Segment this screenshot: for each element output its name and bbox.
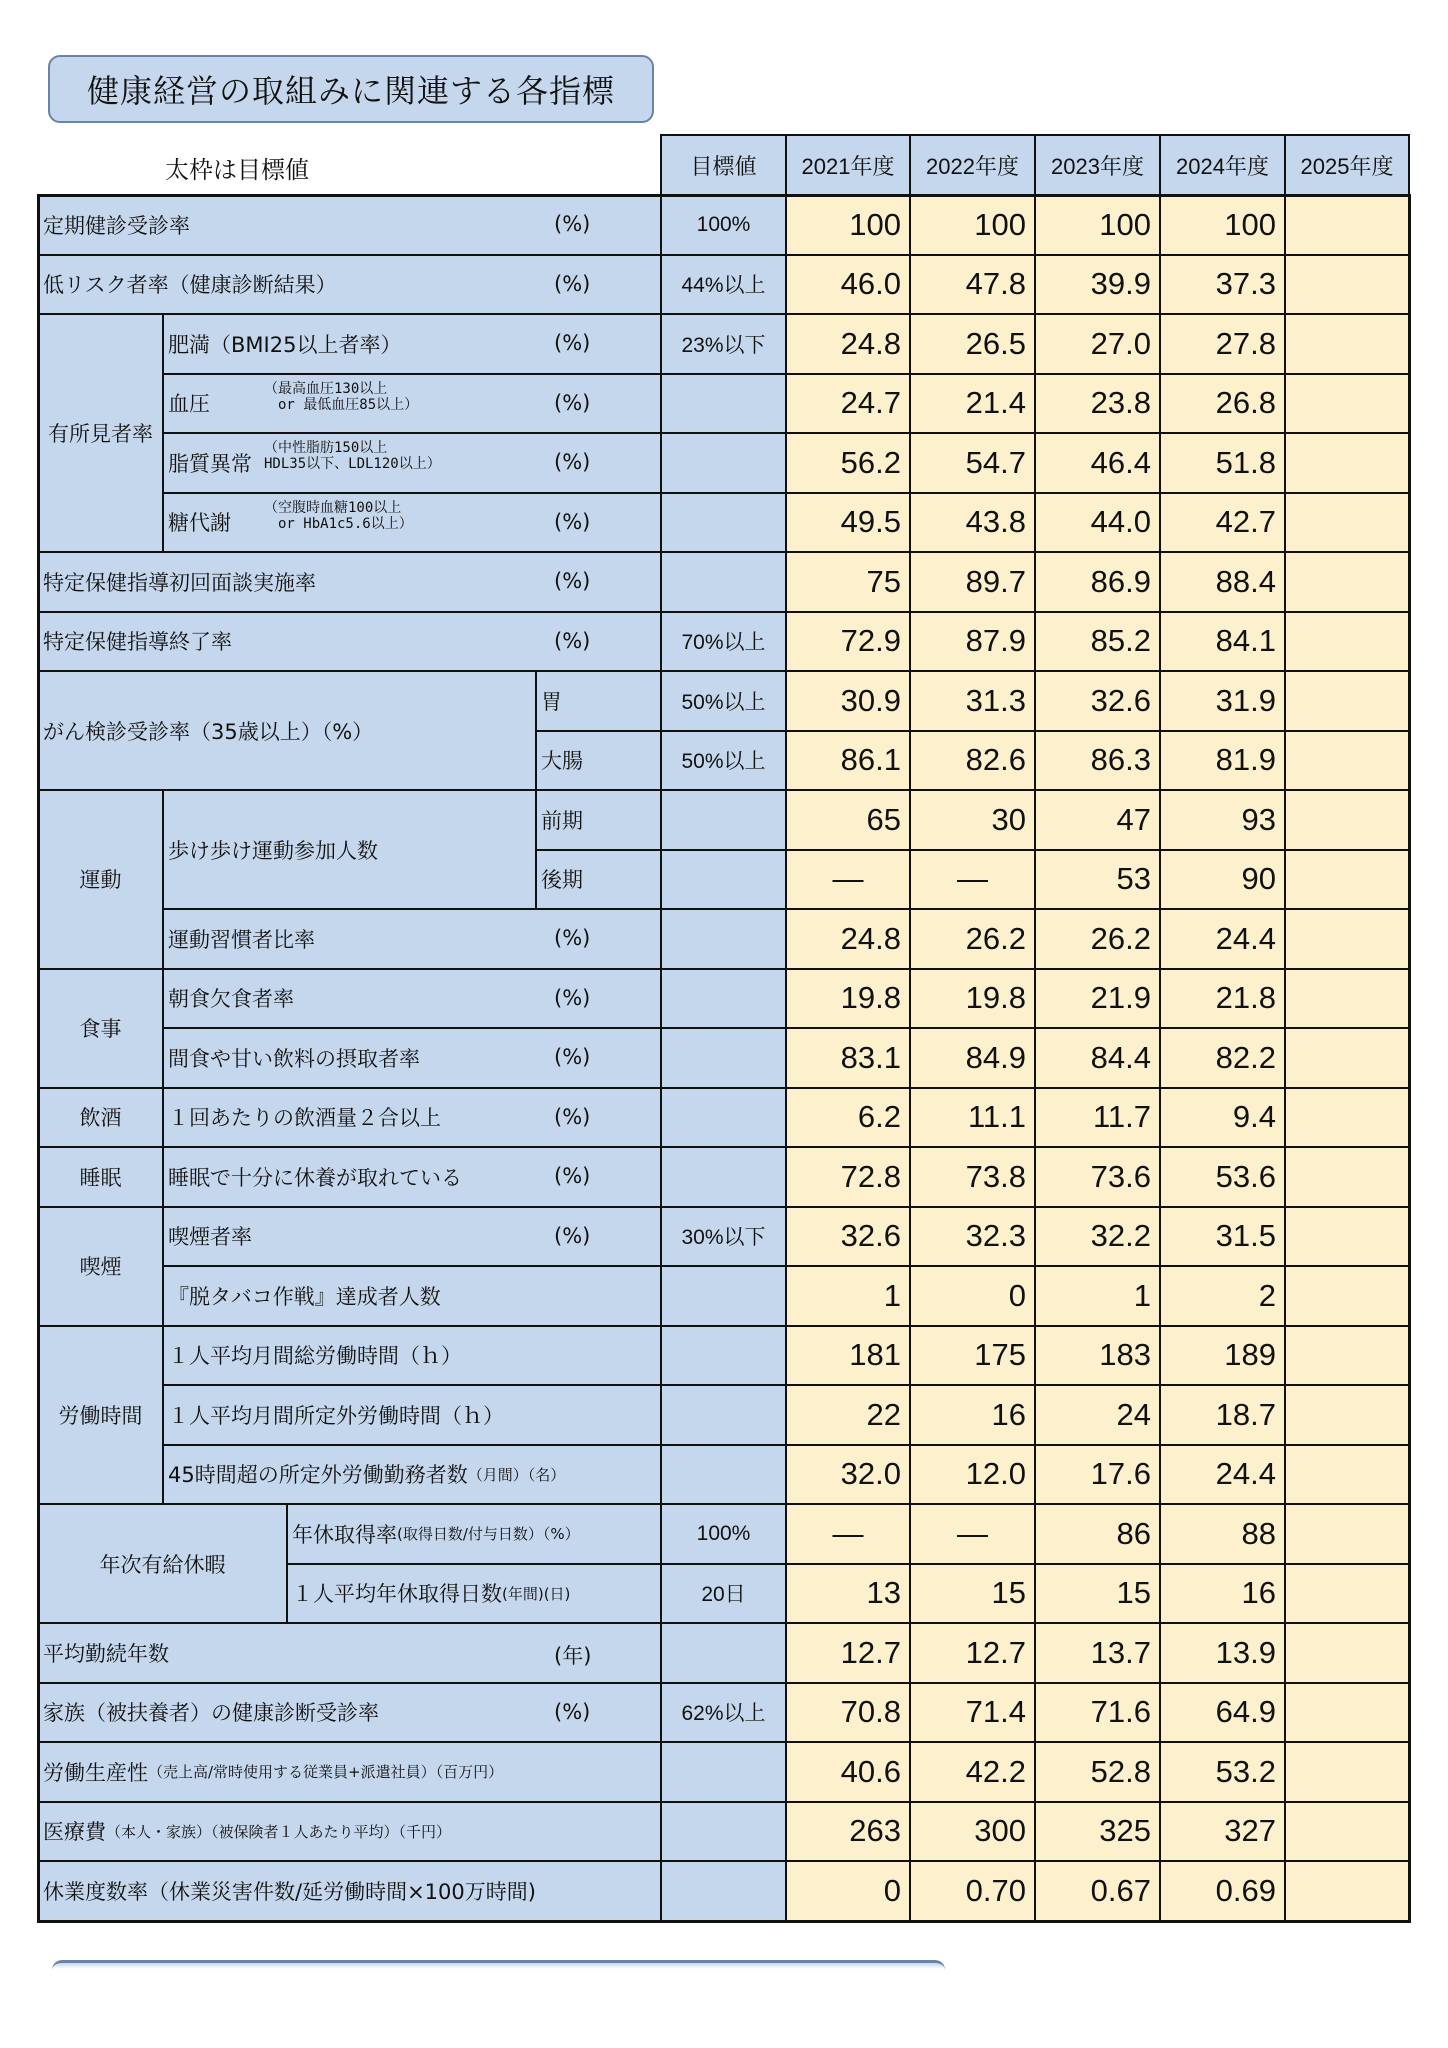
value-2023: 183 xyxy=(1034,1325,1161,1387)
value-2025 xyxy=(1284,313,1410,375)
value-2024: 31.9 xyxy=(1159,670,1286,732)
value-2025 xyxy=(1284,432,1410,494)
value-2021: 13 xyxy=(785,1563,911,1625)
row-label xyxy=(37,1801,662,1863)
value-2024: 9.4 xyxy=(1159,1087,1286,1149)
value-2022: 43.8 xyxy=(909,492,1036,554)
target-value xyxy=(660,1384,787,1446)
target-value xyxy=(660,551,787,613)
target-value xyxy=(660,373,787,435)
value-2023: 39.9 xyxy=(1034,254,1161,316)
value-2021: 30.9 xyxy=(785,670,911,732)
row-label-subtext: （売上高/常時使用する従業員+派遣社員）（百万円） xyxy=(148,1763,504,1782)
row-unit: (%) xyxy=(554,1699,591,1724)
value-2023: 52.8 xyxy=(1034,1741,1161,1803)
value-2021: 181 xyxy=(785,1325,911,1387)
value-2023: 325 xyxy=(1034,1801,1161,1863)
value-2022: 84.9 xyxy=(909,1027,1036,1089)
value-2021: 40.6 xyxy=(785,1741,911,1803)
row-label xyxy=(37,551,662,613)
value-2024: 26.8 xyxy=(1159,373,1286,435)
value-2022: 31.3 xyxy=(909,670,1036,732)
row-label xyxy=(162,968,662,1030)
note-line: HDL35以下、LDL120以上） xyxy=(264,456,441,472)
row-label-text: 家族（被扶養者）の健康診断受診率 xyxy=(43,1701,379,1726)
value-2022: 26.2 xyxy=(909,908,1036,970)
value-2023: 85.2 xyxy=(1034,611,1161,673)
row-label-text: 間食や甘い飲料の摂取者率 xyxy=(168,1046,420,1071)
header-year-2024: 2024年度 xyxy=(1159,134,1286,196)
target-value xyxy=(660,1860,787,1922)
row-label xyxy=(162,1146,662,1208)
target-value: 44%以上 xyxy=(660,254,787,316)
row-label-text: 脂質異常 xyxy=(168,451,252,476)
note-line: （空腹時血糖100以上 xyxy=(264,499,402,516)
row-label-text: 休業度数率（休業災害件数/延労働時間×100万時間) xyxy=(43,1879,536,1904)
value-2023: 86.9 xyxy=(1034,551,1161,613)
value-2022: 42.2 xyxy=(909,1741,1036,1803)
target-value: 70%以上 xyxy=(660,611,787,673)
group-diet: 食事 xyxy=(37,968,164,1089)
target-value xyxy=(660,1622,787,1684)
value-2025 xyxy=(1284,194,1410,256)
value-2022: 175 xyxy=(909,1325,1036,1387)
value-2024: 16 xyxy=(1159,1563,1286,1625)
row-unit: (%) xyxy=(554,271,591,296)
value-2021: — xyxy=(785,849,911,911)
row-label-text: 年休取得率 xyxy=(292,1522,397,1547)
value-2025 xyxy=(1284,1325,1410,1387)
target-value xyxy=(660,1325,787,1387)
value-2021: 100 xyxy=(785,194,911,256)
next-section-box xyxy=(52,1960,945,2003)
row-unit: (年) xyxy=(554,1644,592,1668)
value-2022: 19.8 xyxy=(909,968,1036,1030)
row-label xyxy=(37,1741,662,1803)
target-value xyxy=(660,1146,787,1208)
value-2024: 88.4 xyxy=(1159,551,1286,613)
row-label xyxy=(162,1384,662,1446)
row-unit: (%) xyxy=(554,509,591,534)
value-2025 xyxy=(1284,1444,1410,1506)
row-label xyxy=(37,194,662,256)
row-label-text: 喫煙者率 xyxy=(168,1225,252,1250)
note-line: （最高血圧130以上 xyxy=(264,380,388,397)
value-2025 xyxy=(1284,789,1410,851)
row-label-text: 『脱タバコ作戦』達成者人数 xyxy=(168,1284,441,1309)
value-2021: 46.0 xyxy=(785,254,911,316)
value-2023: 86 xyxy=(1034,1503,1161,1565)
group-drinking: 飲酒 xyxy=(37,1087,164,1149)
group-walking-participants: 歩け歩け運動参加人数 xyxy=(162,789,537,910)
row-unit: (%) xyxy=(554,985,591,1010)
value-2023: 24 xyxy=(1034,1384,1161,1446)
value-2024: 24.4 xyxy=(1159,908,1286,970)
row-unit: (%) xyxy=(554,450,591,474)
value-2025 xyxy=(1284,1801,1410,1863)
group-cancer-screening: がん検診受診率（35歳以上）（%） xyxy=(37,670,537,791)
value-2023: 23.8 xyxy=(1034,373,1161,435)
value-2024: 93 xyxy=(1159,789,1286,851)
value-2025 xyxy=(1284,1503,1410,1565)
value-2021: 72.9 xyxy=(785,611,911,673)
value-2025 xyxy=(1284,1860,1410,1922)
row-label-note xyxy=(264,440,441,472)
row-label-text: 医療費 xyxy=(43,1820,106,1845)
value-2021: — xyxy=(785,1503,911,1565)
value-2025 xyxy=(1284,1563,1410,1625)
value-2024: 64.9 xyxy=(1159,1682,1286,1744)
value-2025 xyxy=(1284,254,1410,316)
header-year-2025: 2025年度 xyxy=(1284,134,1410,196)
row-label-text: 血圧 xyxy=(168,392,210,417)
value-2024: 0.69 xyxy=(1159,1860,1286,1922)
value-2023: 15 xyxy=(1034,1563,1161,1625)
value-2024: 88 xyxy=(1159,1503,1286,1565)
row-label-subtext: (取得日数/付与日数）（%） xyxy=(397,1525,580,1544)
row-label-subtext: (年間)(日) xyxy=(502,1584,571,1603)
value-2022: 300 xyxy=(909,1801,1036,1863)
row-unit: (%) xyxy=(554,212,591,236)
row-label-text: 睡眠で十分に休養が取れている xyxy=(168,1165,462,1190)
value-2021: 263 xyxy=(785,1801,911,1863)
note-line: or 最低血圧85以上） xyxy=(264,396,419,413)
value-2022: 100 xyxy=(909,194,1036,256)
row-unit: (%) xyxy=(554,1104,591,1129)
note-line: or HbA1c5.6以上） xyxy=(264,515,413,532)
row-label xyxy=(162,1265,662,1327)
value-2025 xyxy=(1284,730,1410,792)
value-2021: 12.7 xyxy=(785,1622,911,1684)
note-line: （中性脂肪150以上 xyxy=(264,440,388,456)
target-value xyxy=(660,1265,787,1327)
value-2024: 2 xyxy=(1159,1265,1286,1327)
value-2024: 27.8 xyxy=(1159,313,1286,375)
row-label-text: 胃 xyxy=(541,689,562,714)
row-label xyxy=(162,1444,662,1506)
value-2023: 84.4 xyxy=(1034,1027,1161,1089)
value-2022: — xyxy=(909,1503,1036,1565)
row-label xyxy=(37,1860,662,1922)
value-2023: 17.6 xyxy=(1034,1444,1161,1506)
row-label-text: 前期 xyxy=(541,808,583,833)
value-2024: 82.2 xyxy=(1159,1027,1286,1089)
group-exercise: 運動 xyxy=(37,789,164,970)
value-2023: 44.0 xyxy=(1034,492,1161,554)
value-2025 xyxy=(1284,968,1410,1030)
row-label xyxy=(162,373,662,435)
value-2022: 26.5 xyxy=(909,313,1036,375)
value-2022: 82.6 xyxy=(909,730,1036,792)
row-label-text: 運動習慣者比率 xyxy=(168,927,315,952)
value-2025 xyxy=(1284,1682,1410,1744)
row-unit: (%) xyxy=(554,569,591,593)
row-label xyxy=(162,1206,662,1268)
target-value: 23%以下 xyxy=(660,313,787,375)
target-value xyxy=(660,849,787,911)
value-2022: 12.0 xyxy=(909,1444,1036,1506)
row-label xyxy=(37,1622,662,1684)
row-unit: (%) xyxy=(554,1164,591,1188)
value-2021: 56.2 xyxy=(785,432,911,494)
row-label xyxy=(535,849,662,911)
value-2023: 11.7 xyxy=(1034,1087,1161,1149)
value-2021: 49.5 xyxy=(785,492,911,554)
value-2021: 83.1 xyxy=(785,1027,911,1089)
row-label xyxy=(37,1682,662,1744)
row-label-text: 後期 xyxy=(541,868,583,893)
row-label xyxy=(37,254,662,316)
value-2022: — xyxy=(909,849,1036,911)
value-2021: 1 xyxy=(785,1265,911,1327)
value-2025 xyxy=(1284,551,1410,613)
value-2024: 13.9 xyxy=(1159,1622,1286,1684)
group-abnormal-findings: 有所見者率 xyxy=(37,313,164,553)
row-label xyxy=(37,611,662,673)
value-2021: 75 xyxy=(785,551,911,613)
row-label xyxy=(162,492,662,554)
row-unit: (%) xyxy=(554,390,591,415)
row-label-text: 定期健診受診率 xyxy=(43,213,190,238)
target-value: 100% xyxy=(660,1503,787,1565)
value-2023: 27.0 xyxy=(1034,313,1161,375)
value-2023: 47 xyxy=(1034,789,1161,851)
value-2022: 32.3 xyxy=(909,1206,1036,1268)
row-label xyxy=(286,1503,662,1565)
row-label-note xyxy=(264,381,418,413)
target-value: 62%以上 xyxy=(660,1682,787,1744)
value-2025 xyxy=(1284,492,1410,554)
value-2021: 0 xyxy=(785,1860,911,1922)
value-2021: 24.8 xyxy=(785,908,911,970)
value-2021: 24.8 xyxy=(785,313,911,375)
value-2024: 31.5 xyxy=(1159,1206,1286,1268)
row-label-text: 45時間超の所定外労働勤務者数 xyxy=(168,1463,468,1488)
value-2023: 1 xyxy=(1034,1265,1161,1327)
row-label xyxy=(286,1563,662,1625)
value-2023: 86.3 xyxy=(1034,730,1161,792)
target-value: 50%以上 xyxy=(660,730,787,792)
value-2021: 22 xyxy=(785,1384,911,1446)
value-2022: 89.7 xyxy=(909,551,1036,613)
value-2023: 46.4 xyxy=(1034,432,1161,494)
row-unit: (%) xyxy=(554,926,591,950)
value-2025 xyxy=(1284,849,1410,911)
row-unit: (%) xyxy=(554,628,591,653)
value-2022: 0.70 xyxy=(909,1860,1036,1922)
target-value xyxy=(660,968,787,1030)
value-2023: 71.6 xyxy=(1034,1682,1161,1744)
value-2024: 24.4 xyxy=(1159,1444,1286,1506)
target-value xyxy=(660,1444,787,1506)
value-2024: 189 xyxy=(1159,1325,1286,1387)
row-label-text: 朝食欠食者率 xyxy=(168,987,294,1012)
value-2024: 51.8 xyxy=(1159,432,1286,494)
value-2024: 100 xyxy=(1159,194,1286,256)
value-2025 xyxy=(1284,670,1410,732)
value-2021: 86.1 xyxy=(785,730,911,792)
value-2024: 84.1 xyxy=(1159,611,1286,673)
row-label xyxy=(162,1087,662,1149)
value-2023: 13.7 xyxy=(1034,1622,1161,1684)
value-2024: 53.2 xyxy=(1159,1741,1286,1803)
value-2022: 54.7 xyxy=(909,432,1036,494)
row-label-text: 労働生産性 xyxy=(43,1760,148,1785)
row-label-text: 肥満（BMI25以上者率） xyxy=(168,332,402,357)
target-value xyxy=(660,492,787,554)
header-target: 目標値 xyxy=(660,134,787,196)
row-label-text: 特定保健指導初回面談実施率 xyxy=(43,570,316,595)
page-title: 健康経営の取組みに関連する各指標 xyxy=(48,55,654,123)
value-2022: 21.4 xyxy=(909,373,1036,435)
value-2024: 90 xyxy=(1159,849,1286,911)
group-paid-leave: 年次有給休暇 xyxy=(37,1503,288,1624)
row-label-text: 平均勤続年数 xyxy=(43,1641,169,1666)
target-value: 20日 xyxy=(660,1563,787,1625)
legend-note: 太枠は目標値 xyxy=(165,156,309,184)
value-2025 xyxy=(1284,611,1410,673)
row-label-text: １人平均年休取得日数 xyxy=(292,1582,502,1607)
value-2025 xyxy=(1284,1622,1410,1684)
target-value xyxy=(660,908,787,970)
value-2025 xyxy=(1284,1146,1410,1208)
row-unit: (%) xyxy=(554,1045,591,1069)
value-2025 xyxy=(1284,1265,1410,1327)
value-2021: 70.8 xyxy=(785,1682,911,1744)
value-2022: 71.4 xyxy=(909,1682,1036,1744)
value-2024: 327 xyxy=(1159,1801,1286,1863)
row-label xyxy=(162,1325,662,1387)
value-2024: 81.9 xyxy=(1159,730,1286,792)
value-2022: 87.9 xyxy=(909,611,1036,673)
header-year-2022: 2022年度 xyxy=(909,134,1036,196)
header-year-2023: 2023年度 xyxy=(1034,134,1161,196)
row-label-text: 大腸 xyxy=(541,749,583,774)
value-2022: 16 xyxy=(909,1384,1036,1446)
row-label-text: １人平均月間総労働時間（ｈ） xyxy=(168,1344,462,1369)
row-label xyxy=(162,908,662,970)
value-2024: 21.8 xyxy=(1159,968,1286,1030)
target-value xyxy=(660,789,787,851)
value-2025 xyxy=(1284,1206,1410,1268)
value-2022: 30 xyxy=(909,789,1036,851)
group-smoking: 喫煙 xyxy=(37,1206,164,1327)
row-label xyxy=(162,313,662,375)
row-label-subtext: （月間）（名） xyxy=(467,1465,566,1484)
value-2025 xyxy=(1284,1027,1410,1089)
value-2024: 42.7 xyxy=(1159,492,1286,554)
value-2021: 6.2 xyxy=(785,1087,911,1149)
value-2025 xyxy=(1284,1087,1410,1149)
target-value xyxy=(660,1801,787,1863)
group-sleep: 睡眠 xyxy=(37,1146,164,1208)
row-label xyxy=(162,432,662,494)
value-2021: 32.0 xyxy=(785,1444,911,1506)
row-label xyxy=(535,670,662,732)
value-2025 xyxy=(1284,1741,1410,1803)
row-label-subtext: （本人・家族）（被保険者１人あたり平均）（千円） xyxy=(106,1822,452,1841)
value-2021: 19.8 xyxy=(785,968,911,1030)
target-value: 50%以上 xyxy=(660,670,787,732)
value-2025 xyxy=(1284,908,1410,970)
target-value xyxy=(660,1087,787,1149)
row-label-text: 低リスク者率（健康診断結果） xyxy=(43,273,337,298)
value-2023: 0.67 xyxy=(1034,1860,1161,1922)
value-2024: 18.7 xyxy=(1159,1384,1286,1446)
value-2022: 15 xyxy=(909,1563,1036,1625)
row-unit: (%) xyxy=(554,331,591,355)
value-2022: 11.1 xyxy=(909,1087,1036,1149)
row-unit: (%) xyxy=(554,1223,591,1248)
value-2023: 32.2 xyxy=(1034,1206,1161,1268)
value-2023: 73.6 xyxy=(1034,1146,1161,1208)
row-label-text: １回あたりの飲酒量２合以上 xyxy=(168,1106,441,1131)
group-work-hours: 労働時間 xyxy=(37,1325,164,1506)
value-2024: 53.6 xyxy=(1159,1146,1286,1208)
header-year-2021: 2021年度 xyxy=(785,134,911,196)
value-2022: 73.8 xyxy=(909,1146,1036,1208)
value-2024: 37.3 xyxy=(1159,254,1286,316)
value-2021: 72.8 xyxy=(785,1146,911,1208)
value-2022: 0 xyxy=(909,1265,1036,1327)
row-label xyxy=(535,730,662,792)
row-label-note xyxy=(264,500,413,532)
target-value xyxy=(660,432,787,494)
row-label-text: １人平均月間所定外労働時間（ｈ） xyxy=(168,1403,504,1428)
value-2025 xyxy=(1284,1384,1410,1446)
value-2023: 26.2 xyxy=(1034,908,1161,970)
value-2021: 65 xyxy=(785,789,911,851)
value-2023: 21.9 xyxy=(1034,968,1161,1030)
value-2021: 32.6 xyxy=(785,1206,911,1268)
value-2022: 47.8 xyxy=(909,254,1036,316)
target-value xyxy=(660,1741,787,1803)
target-value xyxy=(660,1027,787,1089)
value-2021: 24.7 xyxy=(785,373,911,435)
target-value: 30%以下 xyxy=(660,1206,787,1268)
value-2023: 53 xyxy=(1034,849,1161,911)
row-label xyxy=(535,789,662,851)
row-label-text: 糖代謝 xyxy=(168,511,231,536)
value-2022: 12.7 xyxy=(909,1622,1036,1684)
row-label xyxy=(162,1027,662,1089)
row-label-text: 特定保健指導終了率 xyxy=(43,630,232,655)
value-2023: 32.6 xyxy=(1034,670,1161,732)
target-value: 100% xyxy=(660,194,787,256)
value-2023: 100 xyxy=(1034,194,1161,256)
value-2025 xyxy=(1284,373,1410,435)
